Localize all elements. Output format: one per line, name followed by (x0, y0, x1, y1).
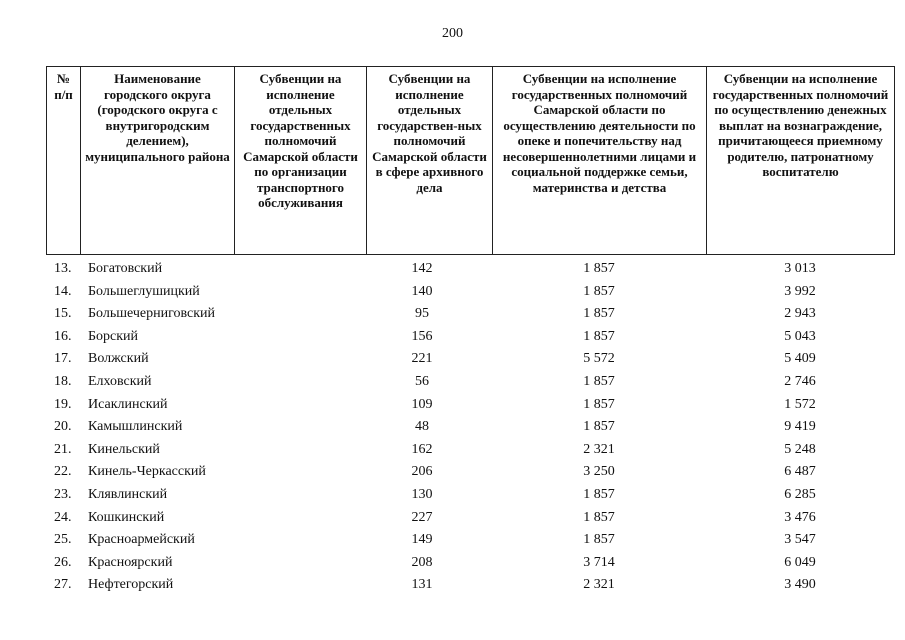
district-name: Нефтегорский (88, 577, 174, 593)
archive-subvention: 131 (411, 577, 433, 593)
archive-subvention: 130 (411, 486, 433, 502)
row-number: 26. (54, 554, 72, 570)
archive-subvention: 109 (411, 396, 433, 412)
table-row (46, 508, 894, 531)
row-number: 19. (54, 396, 72, 412)
table-row (46, 553, 894, 576)
foster-subvention: 6 487 (784, 464, 816, 480)
archive-subvention: 56 (415, 373, 429, 389)
header-foster: Субвенции на исполнение государственных полномочий по осуществлению денежных выплат на вознаграждение, причитающееся приемному родителю, патронатному воспитателю (707, 67, 895, 255)
row-number: 15. (54, 306, 72, 322)
header-name: Наименование городского округа (городского округа с внутригородским делением), муниципального района (81, 67, 235, 255)
foster-subvention: 6 049 (784, 554, 816, 570)
district-name: Большеглушицкий (88, 283, 200, 299)
archive-subvention: 162 (411, 441, 433, 457)
foster-subvention: 2 943 (784, 306, 816, 322)
district-name: Богатовский (88, 261, 163, 276)
row-number: 16. (54, 328, 72, 344)
table-header (46, 66, 895, 255)
row-number: 22. (54, 464, 72, 480)
table-row (46, 349, 894, 372)
guardianship-subvention: 2 321 (583, 441, 615, 457)
table-body (46, 259, 894, 598)
guardianship-subvention: 1 857 (583, 396, 615, 412)
foster-subvention: 9 419 (784, 419, 816, 435)
table-row (46, 282, 894, 305)
archive-subvention: 140 (411, 283, 433, 299)
row-number: 24. (54, 509, 72, 525)
table-row (46, 462, 894, 485)
foster-subvention: 6 285 (784, 486, 816, 502)
table-row (46, 259, 894, 282)
row-number: 17. (54, 351, 72, 367)
foster-subvention: 1 572 (784, 396, 816, 412)
row-number: 21. (54, 441, 72, 457)
guardianship-subvention: 1 857 (583, 532, 615, 548)
row-number: 27. (54, 577, 72, 593)
table-row (46, 485, 894, 508)
guardianship-subvention: 5 572 (583, 351, 615, 367)
archive-subvention: 221 (411, 351, 433, 367)
table-row (46, 395, 894, 418)
guardianship-subvention: 3 250 (583, 464, 615, 480)
table-row (46, 327, 894, 350)
foster-subvention: 2 746 (784, 373, 816, 389)
row-number: 23. (54, 486, 72, 502)
row-number: 13. (54, 261, 72, 276)
archive-subvention: 208 (411, 554, 433, 570)
table-row (46, 417, 894, 440)
archive-subvention: 156 (411, 328, 433, 344)
guardianship-subvention: 1 857 (583, 261, 615, 276)
table-row (46, 304, 894, 327)
district-name: Клявлинский (88, 486, 168, 502)
row-number: 25. (54, 532, 72, 548)
guardianship-subvention: 1 857 (583, 283, 615, 299)
district-name: Кинель-Черкасский (88, 464, 206, 480)
guardianship-subvention: 1 857 (583, 419, 615, 435)
table-row (46, 372, 894, 395)
archive-subvention: 227 (411, 509, 433, 525)
archive-subvention: 206 (411, 464, 433, 480)
row-number: 14. (54, 283, 72, 299)
foster-subvention: 3 992 (784, 283, 816, 299)
foster-subvention: 5 409 (784, 351, 816, 367)
guardianship-subvention: 1 857 (583, 328, 615, 344)
district-name: Борский (88, 328, 139, 344)
archive-subvention: 48 (415, 419, 429, 435)
header-row (47, 67, 895, 255)
district-name: Красноармейский (88, 532, 195, 548)
row-number: 20. (54, 419, 72, 435)
guardianship-subvention: 2 321 (583, 577, 615, 593)
guardianship-subvention: 1 857 (583, 509, 615, 525)
archive-subvention: 95 (415, 306, 429, 322)
guardianship-subvention: 3 714 (583, 554, 615, 570)
foster-subvention: 5 248 (784, 441, 816, 457)
district-name: Большечерниговский (88, 306, 216, 322)
header-transport: Субвенции на исполнение отдельных государственных полномочий Самарской области по организации транспортного обслуживания (235, 67, 367, 255)
row-number: 18. (54, 373, 72, 389)
district-name: Кошкинский (88, 509, 165, 525)
foster-subvention: 3 490 (784, 577, 816, 593)
header-archive: Субвенции на исполнение отдельных государствен-ных полномочий Самарской области в сфере архивного дела (367, 67, 493, 255)
archive-subvention: 149 (411, 532, 433, 548)
header-guardianship: Субвенции на исполнение государственных полномочий Самарской области по осуществлению деятельности по опеке и попечительству над несовершеннолетними лицами и социальной поддержке семьи, материнства и детства (493, 67, 707, 255)
archive-subvention: 142 (411, 261, 433, 276)
district-name: Камышлинский (88, 419, 183, 435)
foster-subvention: 3 476 (784, 509, 816, 525)
guardianship-subvention: 1 857 (583, 486, 615, 502)
table-row (46, 440, 894, 463)
district-name: Елховский (88, 373, 152, 389)
table-row (46, 530, 894, 553)
foster-subvention: 3 547 (784, 532, 816, 548)
guardianship-subvention: 1 857 (583, 306, 615, 322)
guardianship-subvention: 1 857 (583, 373, 615, 389)
district-name: Кинельский (88, 441, 160, 457)
foster-subvention: 3 013 (784, 261, 816, 276)
district-name: Исаклинский (88, 396, 168, 412)
district-name: Красноярский (88, 554, 173, 570)
foster-subvention: 5 043 (784, 328, 816, 344)
page-number: 200 (442, 26, 463, 41)
district-name: Волжский (88, 351, 149, 367)
header-num: № п/п (47, 67, 81, 255)
table-row (46, 575, 894, 598)
